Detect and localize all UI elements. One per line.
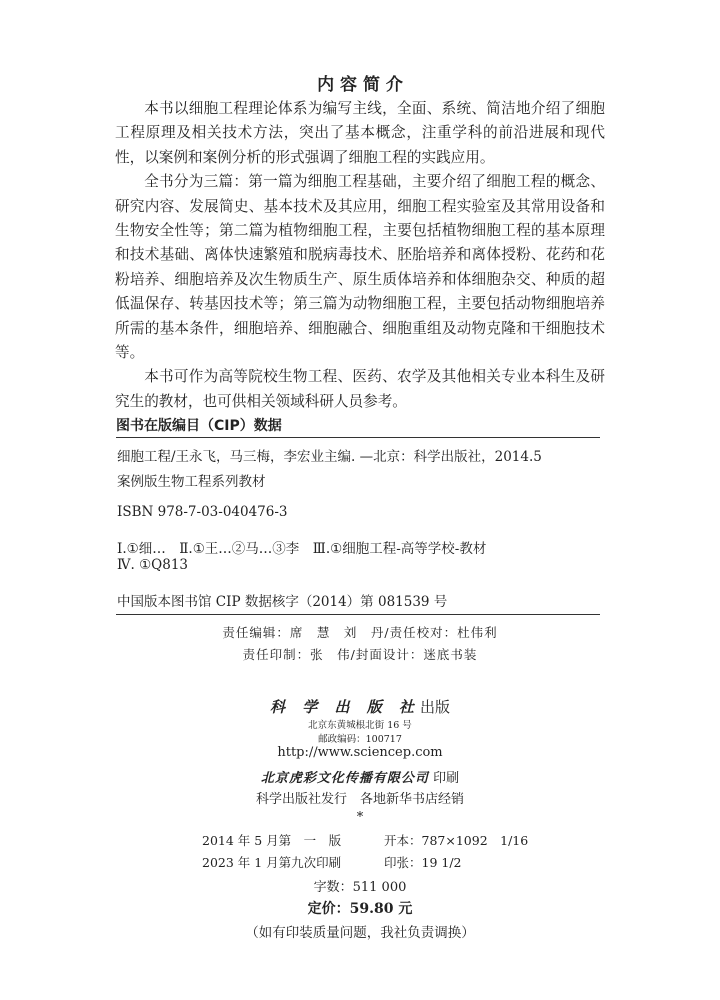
- cip-top-rule: [116, 437, 600, 438]
- printer-name: [0, 767, 720, 786]
- first-edition: 2014 年 5 月第 一 版: [202, 833, 342, 848]
- publisher-name: [0, 696, 720, 717]
- edition-row-2: [202, 853, 462, 871]
- credits-line-2: 责任印制：张 伟/封面设计：迷底书装: [242, 647, 478, 662]
- publisher-logo-text: 科 学 出 版 社: [270, 698, 420, 716]
- distribution-line: 科学出版社发行 各地新华书店经销: [255, 792, 464, 807]
- cip-classification-line-2: Ⅳ. ①Q813: [117, 557, 189, 573]
- price: 定价：59.80 元: [307, 901, 413, 917]
- cip-isbn: ISBN 978-7-03-040476-3: [117, 504, 288, 520]
- credits-line-1: 责任编辑：席 慧 刘 丹/责任校对：杜伟利: [222, 625, 498, 640]
- summary-paragraph-1: 本书以细胞工程理论体系为编写主线，全面、系统、简洁地介绍了细胞工程原理及相关技术方法，突出了基本概念，注重学科的前沿进展和现代性，以案例和案例分析的形式强调了细胞工程的实践应用。: [115, 100, 605, 166]
- summary-paragraph-2: 全书分为三篇：第一篇为细胞工程基础，主要介绍了细胞工程的概念、研究内容、发展简史、基本技术及其应用，细胞工程实验室及其常用设备和生物安全性等；第二篇为植物细胞工程，主要包括植物细胞工程的基本原理和技术基础、离体快速繁殖和脱病毒技术、胚胎培养和离体授粉、花药和花粉培养、细胞培养及次生物质生产、原生质体培养和体细胞杂交、种质的超低温保存、转基因技术等；第三篇为动物细胞工程，主要包括动物细胞培养所需的基本条件，细胞培养、细胞融合、细胞重组及动物克隆和干细胞技术等。: [115, 173, 605, 362]
- reprint-info: 2023 年 1 月第九次印刷: [202, 855, 342, 870]
- publisher-suffix: 出版: [419, 698, 450, 716]
- cip-entry-line-2: 案例版生物工程系列教材: [117, 474, 266, 490]
- publisher-postcode: 邮政编码：100717: [318, 734, 402, 745]
- printer-company: 北京虎彩文化传播有限公司: [260, 771, 429, 786]
- cip-bottom-rule: [116, 614, 600, 615]
- cip-heading: 图书在版编目（CIP）数据: [116, 418, 282, 434]
- printed-sheets: 印张：19 1/2: [384, 855, 462, 870]
- publisher-website: http://www.sciencep.com: [277, 745, 443, 760]
- cip-classification-line-1: Ⅰ.①细… Ⅱ.①王…②马…③李 Ⅲ.①细胞工程-高等学校-教材: [117, 541, 487, 557]
- book-format: 开本：787×1092 1/16: [384, 833, 529, 848]
- quality-notice: （如有印装质量问题，我社负责调换）: [245, 925, 475, 941]
- publisher-address: 北京东黄城根北街 16 号: [308, 720, 412, 731]
- summary-text: [115, 97, 605, 414]
- printer-suffix: 印刷: [433, 771, 460, 786]
- word-count: 字数：511 000: [313, 880, 407, 895]
- edition-row-1: [202, 831, 528, 849]
- cip-entry-line-1: 细胞工程/王永飞，马三梅，李宏业主编. —北京：科学出版社，2014.5: [117, 449, 542, 465]
- summary-title: 内 容 简 介: [317, 75, 403, 95]
- summary-paragraph-3: 本书可作为高等院校生物工程、医药、农学及其他相关专业本科生及研究生的教材，也可供相关领域科研人员参考。: [115, 368, 605, 410]
- separator-asterisk: *: [356, 810, 364, 825]
- cip-library-record: 中国版本图书馆 CIP 数据核字（2014）第 081539 号: [117, 594, 448, 610]
